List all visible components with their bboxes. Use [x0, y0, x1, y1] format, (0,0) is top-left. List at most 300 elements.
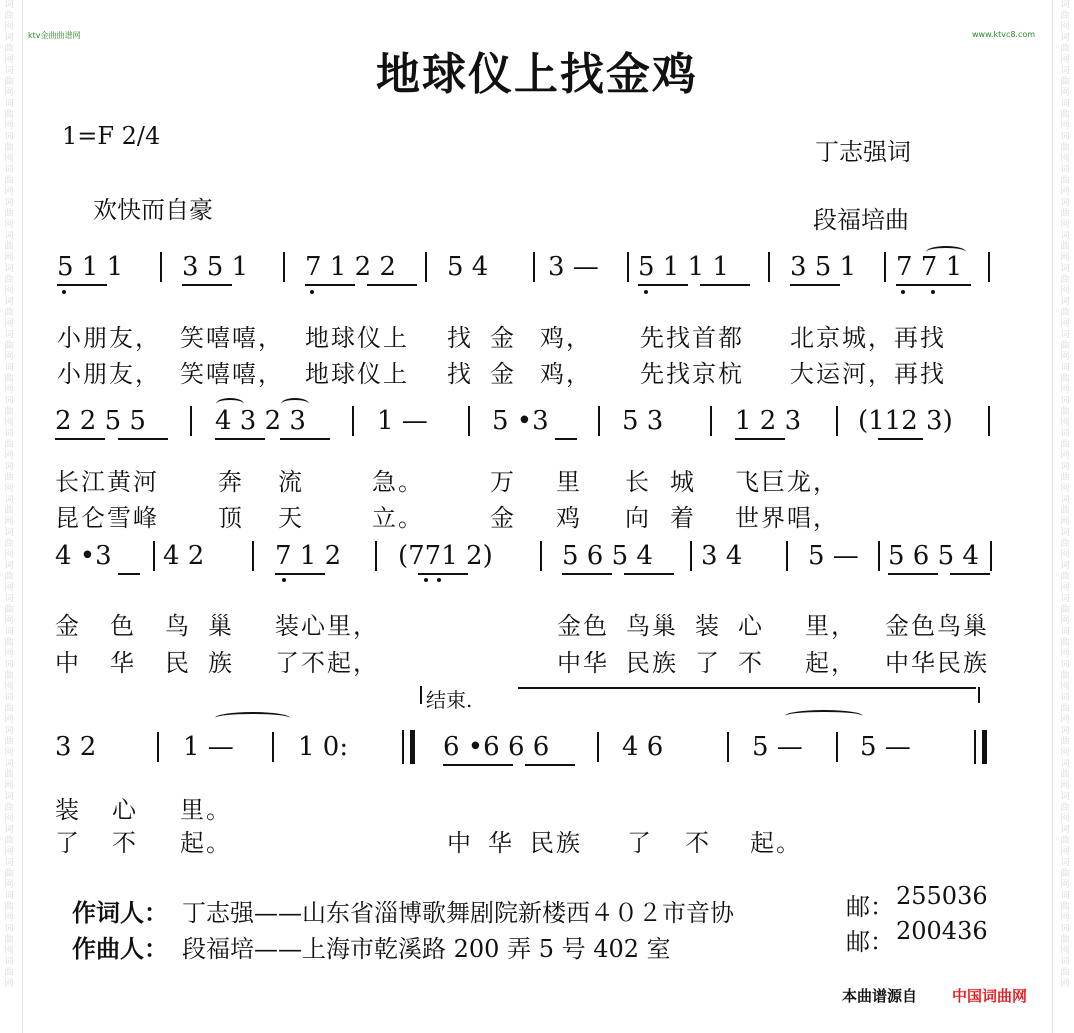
underline: [700, 284, 750, 286]
measure: 5 —: [860, 732, 911, 762]
side-watermark-char: 曲: [4, 242, 14, 252]
barline: [598, 406, 600, 436]
side-watermark-char: 网: [1060, 220, 1070, 230]
right-edge-line: [1052, 0, 1053, 1033]
side-watermark-char: 网: [1060, 517, 1070, 527]
side-watermark-char: 网: [1060, 649, 1070, 659]
underline: [562, 573, 612, 575]
measure: 4 •3: [55, 541, 112, 571]
barline: [272, 732, 274, 762]
side-watermark-char: 词: [4, 264, 14, 274]
side-watermark-char: 曲: [4, 275, 14, 285]
postal-label: 邮：: [846, 928, 894, 956]
lyric: 了: [695, 649, 721, 677]
side-watermark-char: 曲: [4, 737, 14, 747]
lyric: 中: [55, 649, 81, 677]
side-watermark-char: 网: [1060, 682, 1070, 692]
lyric: 装: [695, 612, 721, 640]
side-watermark-char: 词: [1060, 594, 1070, 604]
side-watermark-char: 网: [4, 319, 14, 329]
measure: 3 5 1: [790, 252, 857, 282]
measure: 5 —: [808, 541, 859, 571]
octave-dot: [644, 290, 648, 294]
side-watermark-char: 网: [4, 22, 14, 32]
side-watermark-char: 曲: [1060, 275, 1070, 285]
side-watermark-char: 曲: [1060, 869, 1070, 879]
side-watermark-char: 词: [4, 726, 14, 736]
lyric: 找: [447, 360, 473, 388]
side-watermark-char: 曲: [1060, 704, 1070, 714]
lyric: 中华: [557, 649, 609, 677]
barline: [836, 732, 838, 762]
side-watermark-char: 词: [4, 792, 14, 802]
lyric: 鸟: [165, 612, 191, 640]
side-watermark-char: 网: [4, 220, 14, 230]
side-watermark-char: 网: [4, 616, 14, 626]
lyric: 大运河，再找: [790, 360, 946, 388]
side-watermark-char: 词: [1060, 0, 1070, 10]
lyric: 里: [556, 468, 582, 496]
key-signature: 1=F 2/4: [62, 122, 161, 150]
underline: [305, 284, 355, 286]
measure: 3 5 1: [182, 252, 249, 282]
side-watermark-char: 曲: [4, 308, 14, 318]
underline: [896, 284, 971, 286]
barline: [425, 252, 427, 282]
lyric: 巢: [208, 612, 234, 640]
side-watermark-char: 词: [1060, 561, 1070, 571]
bracket-line: [518, 687, 976, 689]
composer-credit: 段福培曲: [813, 206, 909, 234]
lyric: 昆仑雪峰: [55, 504, 159, 532]
side-watermark-char: 曲: [4, 638, 14, 648]
lyric: 不: [685, 829, 711, 857]
tie: [215, 712, 290, 724]
source-site-link[interactable]: 中国词曲网: [952, 987, 1028, 1005]
barline: [157, 732, 159, 762]
side-watermark-char: 网: [4, 649, 14, 659]
side-watermark-char: 词: [1060, 99, 1070, 109]
side-watermark-char: 词: [4, 825, 14, 835]
side-watermark-char: 网: [1060, 418, 1070, 428]
lyric: 民族: [530, 829, 582, 857]
side-watermark-char: 曲: [1060, 440, 1070, 450]
lyric: 里。: [180, 796, 232, 824]
side-watermark-char: 曲: [1060, 968, 1070, 978]
side-watermark-char: 网: [4, 715, 14, 725]
barline: [533, 252, 535, 282]
side-watermark-char: 词: [1060, 297, 1070, 307]
side-watermark-char: 网: [4, 286, 14, 296]
side-watermark-char: 网: [1060, 352, 1070, 362]
side-watermark-char: 曲: [4, 341, 14, 351]
side-watermark-char: 网: [1060, 121, 1070, 131]
lyric: 先找首都: [640, 324, 744, 352]
side-watermark-char: 词: [4, 297, 14, 307]
tempo-marking: 欢快而自豪: [93, 196, 213, 224]
lyric: 金: [55, 612, 81, 640]
side-watermark-char: 词: [1060, 858, 1070, 868]
lyric: 万: [490, 468, 516, 496]
lyric: 中华民族: [885, 649, 989, 677]
side-watermark-char: 词: [4, 396, 14, 406]
lyric: 起，: [805, 649, 857, 677]
lyric: 中: [447, 829, 473, 857]
barline: [786, 541, 788, 571]
underline: [888, 573, 938, 575]
side-watermark-char: 词: [4, 924, 14, 934]
lyric: 民族: [626, 649, 678, 677]
side-watermark-char: 曲: [4, 803, 14, 813]
side-watermark-char: 词: [1060, 792, 1070, 802]
barline: [153, 541, 155, 571]
side-watermark-char: 词: [4, 957, 14, 967]
side-watermark-char: 曲: [4, 704, 14, 714]
lyric: 了: [55, 829, 81, 857]
side-watermark-char: 曲: [4, 374, 14, 384]
side-watermark-char: 曲: [4, 968, 14, 978]
lyric: 世界唱，: [735, 504, 839, 532]
octave-dot: [310, 290, 314, 294]
barline: [727, 732, 729, 762]
lyric: 长江黄河: [55, 468, 159, 496]
side-watermark-char: 曲: [1060, 605, 1070, 615]
measure: 5 —: [752, 732, 803, 762]
barline: [710, 406, 712, 436]
side-watermark-char: 词: [4, 891, 14, 901]
side-watermark-char: 曲: [1060, 737, 1070, 747]
barline: [540, 541, 542, 571]
lyric: 笑嘻嘻，: [180, 360, 284, 388]
lyric: 鸡，: [540, 324, 592, 352]
lyric: 长: [625, 468, 651, 496]
side-watermark-char: 网: [1060, 385, 1070, 395]
side-watermark-char: 词: [1060, 198, 1070, 208]
side-watermark-char: 词: [4, 495, 14, 505]
measure: 5 1 1 1: [638, 252, 729, 282]
side-watermark-right: [1056, 0, 1074, 1033]
side-watermark-char: 网: [4, 352, 14, 362]
barline: [836, 406, 838, 436]
underline: [735, 438, 785, 440]
lyric: 顶: [218, 504, 244, 532]
lyric: 小朋友，: [57, 324, 161, 352]
lyric: 心: [738, 612, 764, 640]
barline: [597, 732, 599, 762]
side-watermark-char: 曲: [1060, 638, 1070, 648]
lyric: 里，: [805, 612, 857, 640]
side-watermark-char: 词: [4, 462, 14, 472]
underline: [57, 284, 107, 286]
lyric: 小朋友，: [57, 360, 161, 388]
side-watermark-char: 词: [1060, 825, 1070, 835]
lyric: 流: [278, 468, 304, 496]
side-watermark-char: 曲: [1060, 539, 1070, 549]
side-watermark-char: 网: [1060, 319, 1070, 329]
side-watermark-char: 词: [4, 363, 14, 373]
side-watermark-char: 曲: [4, 539, 14, 549]
side-watermark-char: 网: [4, 385, 14, 395]
lyric: 鸟巢: [626, 612, 678, 640]
lyricist-credit: 丁志强词: [815, 138, 911, 166]
side-watermark-char: 曲: [1060, 110, 1070, 120]
source-prefix: 本曲谱源自: [842, 987, 918, 1005]
lyric: 起。: [180, 829, 232, 857]
side-watermark-char: 曲: [1060, 935, 1070, 945]
barline: [768, 252, 770, 282]
barline: [878, 541, 880, 571]
side-watermark-char: 网: [1060, 583, 1070, 593]
side-watermark-char: 词: [4, 198, 14, 208]
underline: [878, 438, 923, 440]
side-watermark-char: 曲: [4, 902, 14, 912]
side-watermark-char: 网: [4, 253, 14, 263]
side-watermark-char: 曲: [4, 473, 14, 483]
side-watermark-char: 网: [4, 451, 14, 461]
side-watermark-char: 曲: [4, 77, 14, 87]
side-watermark-char: 曲: [1060, 902, 1070, 912]
lyric: 金: [490, 360, 516, 388]
measure: 5 4: [447, 252, 489, 282]
measure: 1 —: [377, 406, 428, 436]
underline: [118, 438, 168, 440]
lyric: 金色: [557, 612, 609, 640]
underline: [280, 438, 330, 440]
final-bar: [974, 730, 976, 764]
side-watermark-char: 网: [1060, 253, 1070, 263]
side-watermark-char: 网: [1060, 22, 1070, 32]
barline: [190, 406, 192, 436]
underline: [525, 764, 575, 766]
side-watermark-char: 曲: [1060, 671, 1070, 681]
lyric: 金: [490, 324, 516, 352]
postal-code: 200436: [896, 917, 988, 945]
side-watermark-char: 网: [1060, 55, 1070, 65]
watermark-top-right: www.ktvc8.com: [972, 30, 1036, 39]
lyric: 鸡，: [540, 360, 592, 388]
side-watermark-char: 曲: [1060, 407, 1070, 417]
side-watermark-char: 曲: [4, 869, 14, 879]
slur: [216, 398, 244, 410]
lyric: 地球仪上: [305, 324, 409, 352]
measure: 5 6 5 4: [888, 541, 979, 571]
side-watermark-char: 曲: [1060, 341, 1070, 351]
side-watermark-char: 网: [1060, 781, 1070, 791]
side-watermark-char: 词: [1060, 462, 1070, 472]
side-watermark-char: 网: [4, 187, 14, 197]
side-watermark-char: 词: [1060, 495, 1070, 505]
side-watermark-char: 网: [4, 913, 14, 923]
side-watermark-char: 词: [4, 528, 14, 538]
credit-label: 作曲人：: [72, 934, 168, 963]
side-watermark-char: 曲: [4, 143, 14, 153]
measure: 4 6: [622, 732, 664, 762]
lyric: 华: [110, 649, 136, 677]
measure: 5 3: [622, 406, 664, 436]
side-watermark-char: 网: [1060, 286, 1070, 296]
side-watermark-char: 曲: [1060, 209, 1070, 219]
underline: [55, 438, 105, 440]
side-watermark-char: 词: [4, 429, 14, 439]
side-watermark-char: 曲: [4, 935, 14, 945]
octave-dot: [931, 290, 935, 294]
side-watermark-char: 曲: [4, 770, 14, 780]
credit-label: 作词人：: [72, 898, 168, 927]
underline: [638, 284, 688, 286]
underline: [367, 284, 417, 286]
underline: [418, 573, 468, 575]
side-watermark-char: 词: [1060, 693, 1070, 703]
lyric: 着: [670, 504, 696, 532]
side-watermark-char: 词: [4, 66, 14, 76]
side-watermark-char: 词: [4, 858, 14, 868]
credit-text: 丁志强——山东省淄博歌舞剧院新楼西４０２市音协: [182, 899, 734, 927]
underline: [624, 573, 674, 575]
underline: [950, 573, 990, 575]
side-watermark-char: 曲: [1060, 836, 1070, 846]
side-watermark-char: 曲: [1060, 770, 1070, 780]
side-watermark-char: 网: [1060, 946, 1070, 956]
side-watermark-char: 曲: [4, 407, 14, 417]
lyric: 天: [278, 504, 304, 532]
side-watermark-char: 词: [4, 0, 14, 10]
lyric: 笑嘻嘻，: [180, 324, 284, 352]
octave-dot: [424, 578, 428, 582]
side-watermark-char: 词: [4, 594, 14, 604]
measure: 6 •6 6 6: [443, 732, 550, 762]
postal-label: 邮：: [846, 893, 894, 921]
barline: [160, 252, 162, 282]
bracket-right-tick: [978, 687, 980, 703]
side-watermark-char: 词: [4, 231, 14, 241]
side-watermark-char: 网: [1060, 748, 1070, 758]
lyric: 先找京杭: [640, 360, 744, 388]
octave-dot: [437, 578, 441, 582]
side-watermark-char: 词: [1060, 33, 1070, 43]
watermark-top-left: ktv金曲曲谱网: [28, 31, 81, 40]
lyric: 装: [55, 796, 81, 824]
side-watermark-char: 网: [1060, 880, 1070, 890]
side-watermark-char: 词: [4, 33, 14, 43]
song-title: 地球仪上找金鸡: [376, 49, 698, 100]
measure: 5 6 5 4: [562, 541, 653, 571]
final-bar-thick: [982, 730, 987, 764]
barline: [988, 406, 990, 436]
side-watermark-char: 词: [1060, 660, 1070, 670]
measure: (112 3): [858, 406, 953, 436]
underline: [182, 284, 232, 286]
underline: [555, 438, 577, 440]
ending-label: 结束.: [426, 688, 473, 712]
barline: [988, 252, 990, 282]
side-watermark-char: 曲: [1060, 572, 1070, 582]
lyric: 金色鸟巢: [885, 612, 989, 640]
measure: 4 2: [163, 541, 205, 571]
lyric: 奔: [218, 468, 244, 496]
postal-code: 255036: [896, 882, 988, 910]
octave-dot: [62, 290, 66, 294]
lyric: 不: [738, 649, 764, 677]
side-watermark-char: 曲: [4, 176, 14, 186]
side-watermark-char: 网: [1060, 814, 1070, 824]
side-watermark-char: 网: [4, 154, 14, 164]
barline: [884, 252, 886, 282]
side-watermark-char: 网: [1060, 154, 1070, 164]
side-watermark-char: 网: [1060, 616, 1070, 626]
side-watermark-char: 网: [4, 880, 14, 890]
side-watermark-char: 曲: [4, 44, 14, 54]
measure: 5 1 1: [57, 252, 124, 282]
lyric: 鸡: [556, 504, 582, 532]
barline: [352, 406, 354, 436]
side-watermark-char: 网: [4, 88, 14, 98]
side-watermark-char: 词: [1060, 759, 1070, 769]
side-watermark-char: 曲: [1060, 242, 1070, 252]
side-watermark-char: 词: [4, 660, 14, 670]
barline: [468, 406, 470, 436]
measure: 5 •3: [492, 406, 549, 436]
side-watermark-char: 词: [1060, 165, 1070, 175]
side-watermark-char: 网: [4, 121, 14, 131]
side-watermark-char: 词: [1060, 528, 1070, 538]
lyric: 民: [165, 649, 191, 677]
lyric: 心: [112, 796, 138, 824]
side-watermark-char: 网: [1060, 451, 1070, 461]
measure: 2 2 5 5: [55, 406, 146, 436]
side-watermark-char: 词: [4, 165, 14, 175]
lyric: 北京城，再找: [790, 324, 946, 352]
side-watermark-char: 词: [4, 627, 14, 637]
underline: [275, 573, 325, 575]
side-watermark-char: 网: [4, 979, 14, 989]
side-watermark-char: 网: [4, 484, 14, 494]
side-watermark-char: 网: [1060, 187, 1070, 197]
side-watermark-char: 词: [4, 693, 14, 703]
bracket-left-tick: [420, 686, 422, 704]
side-watermark-char: 词: [1060, 726, 1070, 736]
side-watermark-char: 词: [1060, 429, 1070, 439]
side-watermark-char: 曲: [4, 605, 14, 615]
lyric: 飞巨龙，: [735, 468, 839, 496]
lyric: 地球仪上: [305, 360, 409, 388]
side-watermark-char: 曲: [4, 11, 14, 21]
lyric: 起。: [750, 829, 802, 857]
measure: 7 1 2: [275, 541, 342, 571]
side-watermark-char: 网: [1060, 913, 1070, 923]
underline: [118, 573, 140, 575]
side-watermark-char: 词: [1060, 264, 1070, 274]
measure: 3 2: [55, 732, 97, 762]
side-watermark-char: 词: [1060, 363, 1070, 373]
underline: [443, 764, 513, 766]
side-watermark-char: 词: [4, 759, 14, 769]
lyric: 不: [112, 829, 138, 857]
side-watermark-char: 网: [4, 682, 14, 692]
barline: [627, 252, 629, 282]
side-watermark-char: 词: [1060, 132, 1070, 142]
octave-dot: [282, 578, 286, 582]
side-watermark-char: 曲: [4, 440, 14, 450]
lyric: 色: [110, 612, 136, 640]
side-watermark-char: 词: [1060, 924, 1070, 934]
measure: 7 1 2 2: [305, 252, 396, 282]
side-watermark-char: 网: [4, 517, 14, 527]
measure: 1 2 3: [735, 406, 802, 436]
side-watermark-char: 网: [1060, 88, 1070, 98]
side-watermark-char: 曲: [1060, 374, 1070, 384]
side-watermark-char: 曲: [1060, 44, 1070, 54]
side-watermark-char: 网: [1060, 847, 1070, 857]
